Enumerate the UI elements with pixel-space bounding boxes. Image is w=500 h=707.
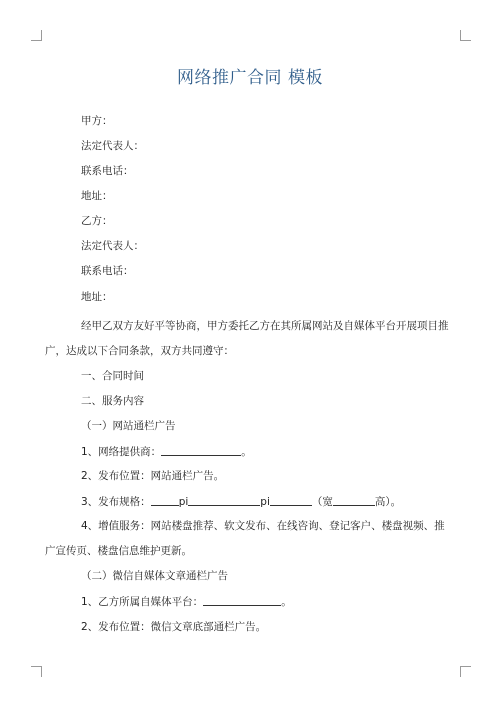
item-network-provider-label: 1、网络提供商： (81, 446, 162, 458)
party-b-phone-label: 联系电话： (81, 265, 134, 277)
intro-paragraph-line-2: 广，达成以下合同条款，双方共同遵守： (45, 345, 234, 357)
party-b-label: 乙方： (81, 215, 113, 227)
spec-height-close: 高）。 (374, 496, 402, 508)
item-media-platform-label: 1、乙方所属自媒体平台： (81, 596, 204, 608)
spec-pi-2: pi (260, 496, 270, 508)
corner-mark-top-left (31, 30, 42, 41)
spec-blank-3 (270, 494, 312, 506)
intro-paragraph-line-1: 经甲乙双方友好平等协商，甲方委托乙方在其所属网站及自媒体平台开展项目推 (81, 320, 449, 332)
corner-mark-bottom-left (31, 666, 42, 677)
party-a-phone-label: 联系电话： (81, 165, 134, 177)
document-title: 网络推广合同 模板 (177, 68, 323, 88)
spec-blank-4 (333, 494, 375, 506)
item-publish-position: 2、发布位置：网站通栏广告。 (81, 470, 225, 482)
corner-mark-bottom-right (460, 666, 471, 677)
spec-pi-1: pi (178, 496, 189, 508)
item-publish-spec (81, 494, 401, 509)
section-service-content: 二、服务内容 (81, 395, 144, 407)
item-value-added-line-2: 广宣传页、楼盘信息维护更新。 (45, 545, 192, 557)
item-media-platform-end: 。 (281, 596, 292, 608)
party-a-address-label: 地址： (81, 190, 113, 202)
media-platform-blank (203, 594, 281, 606)
item-publish-spec-label: 3、发布规格： (81, 496, 151, 508)
spec-width-open: （宽 (311, 496, 333, 508)
spec-blank-1 (151, 494, 179, 506)
subsection-website-banner: （一）网站通栏广告 (81, 420, 176, 432)
subsection-wechat-banner: （二）微信自媒体文章通栏广告 (81, 570, 228, 582)
network-provider-blank (161, 444, 241, 456)
party-a-representative-label: 法定代表人： (81, 140, 144, 152)
item-network-provider-end: 。 (241, 446, 252, 458)
party-b-address-label: 地址： (81, 291, 113, 303)
section-contract-time: 一、合同时间 (81, 370, 144, 382)
party-a-label: 甲方： (81, 115, 113, 127)
item-wechat-position: 2、发布位置：微信文章底部通栏广告。 (81, 621, 267, 633)
item-network-provider (81, 444, 252, 459)
item-value-added-line-1: 4、增值服务：网站楼盘推荐、软文发布、在线咨询、登记客户、楼盘视频、推 (81, 520, 445, 532)
item-media-platform (81, 594, 292, 609)
spec-blank-2 (188, 494, 260, 506)
party-b-representative-label: 法定代表人： (81, 240, 144, 252)
corner-mark-top-right (460, 30, 471, 41)
